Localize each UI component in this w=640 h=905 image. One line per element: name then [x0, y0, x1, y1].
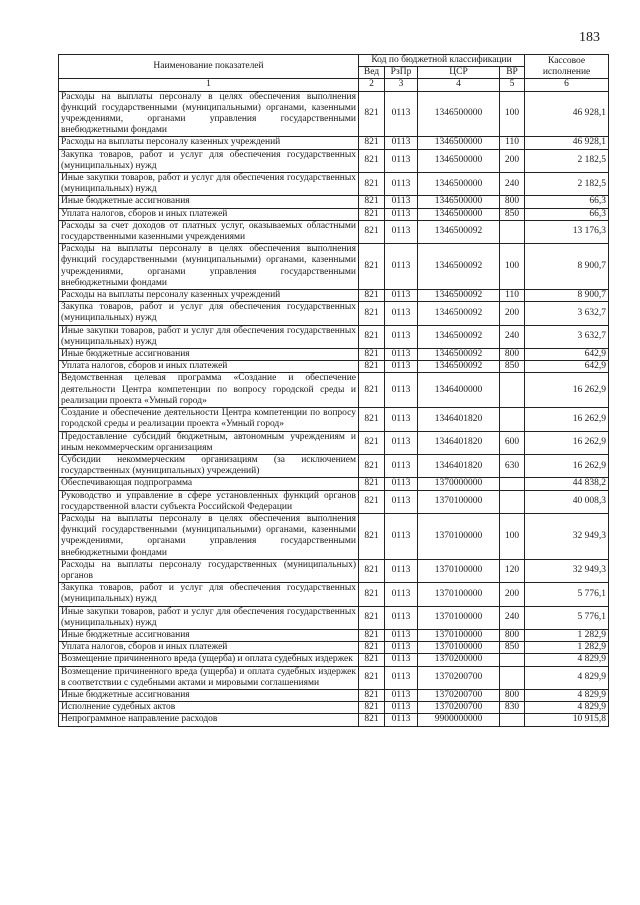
row-vr: 600: [500, 431, 525, 454]
row-vr: 800: [500, 689, 525, 701]
row-name: Возмещение причиненного вреда (ущерба) и оплата судебных издержек: [59, 654, 359, 666]
row-csr: 1346500000: [418, 196, 500, 208]
row-rzpr: 0113: [385, 642, 418, 654]
row-rzpr: 0113: [385, 361, 418, 373]
row-ved: 821: [359, 490, 385, 513]
row-amount: 1 282,9: [525, 629, 609, 641]
row-vr: 630: [500, 454, 525, 477]
row-ved: 821: [359, 629, 385, 641]
row-vr: [500, 408, 525, 431]
row-csr: 1346500092: [418, 361, 500, 373]
table-row: [59, 290, 609, 302]
row-vr: [500, 220, 525, 243]
header-code-group: Код по бюджетной классификации: [359, 55, 525, 67]
column-number: 6: [525, 79, 609, 91]
row-vr: 830: [500, 702, 525, 714]
row-ved: 821: [359, 454, 385, 477]
row-csr: 1346401820: [418, 431, 500, 454]
row-ved: 821: [359, 642, 385, 654]
row-csr: 1346500000: [418, 208, 500, 220]
row-name: Иные бюджетные ассигнования: [59, 349, 359, 361]
row-rzpr: 0113: [385, 606, 418, 629]
row-csr: 1346500092: [418, 325, 500, 348]
row-vr: 100: [500, 513, 525, 559]
table-row: [59, 454, 609, 477]
row-name: Иные бюджетные ассигнования: [59, 629, 359, 641]
row-ved: 821: [359, 654, 385, 666]
row-name: Субсидии некоммерческим организациям (за исключением государственных (муниципальных) учреждений): [59, 454, 359, 477]
row-csr: 1370100000: [418, 629, 500, 641]
row-amount: 5 776,1: [525, 606, 609, 629]
row-rzpr: 0113: [385, 220, 418, 243]
row-ved: 821: [359, 208, 385, 220]
row-name: Исполнение судебных актов: [59, 702, 359, 714]
row-rzpr: 0113: [385, 349, 418, 361]
header-rzpr: РзПр: [385, 67, 418, 79]
row-ved: 821: [359, 714, 385, 726]
row-csr: 1370200000: [418, 654, 500, 666]
row-ved: 821: [359, 559, 385, 582]
row-name: Руководство и управление в сфере установленных функций органов государственной власти субъекта Российской Федерации: [59, 490, 359, 513]
table-row: [59, 244, 609, 290]
table-row: [59, 173, 609, 196]
table-row: [59, 91, 609, 137]
table-row: [59, 666, 609, 689]
row-rzpr: 0113: [385, 431, 418, 454]
row-name: Закупка товаров, работ и услуг для обеспечения государственных (муниципальных) нужд: [59, 583, 359, 606]
row-name: Иные бюджетные ассигнования: [59, 689, 359, 701]
table-row: [59, 559, 609, 582]
row-ved: 821: [359, 220, 385, 243]
row-rzpr: 0113: [385, 654, 418, 666]
row-csr: 1370100000: [418, 583, 500, 606]
row-csr: 1346500000: [418, 149, 500, 172]
row-name: Ведомственная целевая программа «Создание и обеспечение деятельности Центра компетенции по вопросу городской среды и реализации проекта «Умный город»: [59, 373, 359, 408]
row-amount: 40 008,3: [525, 490, 609, 513]
row-amount: 16 262,9: [525, 454, 609, 477]
row-amount: 16 262,9: [525, 431, 609, 454]
row-ved: 821: [359, 702, 385, 714]
row-rzpr: 0113: [385, 196, 418, 208]
row-amount: 1 282,9: [525, 642, 609, 654]
row-ved: 821: [359, 478, 385, 490]
row-name: Иные закупки товаров, работ и услуг для обеспечения государственных (муниципальных) нужд: [59, 173, 359, 196]
row-vr: 240: [500, 606, 525, 629]
row-name: Уплата налогов, сборов и иных платежей: [59, 361, 359, 373]
row-amount: 66,3: [525, 196, 609, 208]
row-vr: 110: [500, 290, 525, 302]
row-amount: 2 182,5: [525, 173, 609, 196]
table-row: [59, 373, 609, 408]
row-rzpr: 0113: [385, 490, 418, 513]
row-rzpr: 0113: [385, 513, 418, 559]
row-name: Создание и обеспечение деятельности Центра компетенции по вопросу городской среды и реализации проекта «Умный город»: [59, 408, 359, 431]
header-name: Наименование показателей: [59, 55, 359, 79]
column-number: 3: [385, 79, 418, 91]
column-number: 1: [59, 79, 359, 91]
row-rzpr: 0113: [385, 454, 418, 477]
row-name: Иные закупки товаров, работ и услуг для обеспечения государственных (муниципальных) нужд: [59, 606, 359, 629]
column-number: 2: [359, 79, 385, 91]
row-amount: 46 928,1: [525, 91, 609, 137]
row-rzpr: 0113: [385, 149, 418, 172]
row-rzpr: 0113: [385, 478, 418, 490]
row-amount: 66,3: [525, 208, 609, 220]
row-name: Расходы на выплаты персоналу государственных (муниципальных) органов: [59, 559, 359, 582]
row-vr: 850: [500, 642, 525, 654]
row-rzpr: 0113: [385, 408, 418, 431]
row-csr: 1346500000: [418, 137, 500, 149]
row-rzpr: 0113: [385, 325, 418, 348]
row-csr: 1370100000: [418, 559, 500, 582]
row-csr: 1370200700: [418, 666, 500, 689]
row-rzpr: 0113: [385, 137, 418, 149]
row-rzpr: 0113: [385, 629, 418, 641]
row-ved: 821: [359, 196, 385, 208]
row-vr: [500, 666, 525, 689]
table-row: [59, 302, 609, 325]
header-amount: Кассовое исполнение: [525, 55, 609, 79]
row-ved: 821: [359, 302, 385, 325]
row-ved: 821: [359, 137, 385, 149]
row-name: Расходы на выплаты персоналу в целях обеспечения выполнения функций государственными (муниципальными) органами, казенными учреждениями, органами управления государственными внебюджетными фондами: [59, 513, 359, 559]
row-amount: 32 949,3: [525, 559, 609, 582]
row-name: Обеспечивающая подпрограмма: [59, 478, 359, 490]
row-csr: 9900000000: [418, 714, 500, 726]
row-amount: 32 949,3: [525, 513, 609, 559]
row-csr: 1346401820: [418, 408, 500, 431]
row-name: Предоставление субсидий бюджетным, автономным учреждениям и иным некоммерческим организациям: [59, 431, 359, 454]
row-csr: 1370200700: [418, 702, 500, 714]
row-vr: 240: [500, 325, 525, 348]
row-csr: 1346500092: [418, 290, 500, 302]
row-name: Расходы на выплаты персоналу в целях обеспечения выполнения функций государственными (муниципальными) органами, казенными учреждениями, органами управления государственными внебюджетными фондами: [59, 91, 359, 137]
table-row: [59, 408, 609, 431]
column-number: 4: [418, 79, 500, 91]
row-ved: 821: [359, 91, 385, 137]
row-rzpr: 0113: [385, 373, 418, 408]
table-row: [59, 325, 609, 348]
table-row: [59, 361, 609, 373]
row-ved: 821: [359, 431, 385, 454]
row-csr: 1346401820: [418, 454, 500, 477]
row-amount: 4 829,9: [525, 702, 609, 714]
table-row: [59, 606, 609, 629]
row-vr: 850: [500, 361, 525, 373]
table-row: [59, 702, 609, 714]
row-rzpr: 0113: [385, 583, 418, 606]
row-csr: 1370100000: [418, 490, 500, 513]
row-vr: 800: [500, 629, 525, 641]
row-name: Возмещение причиненного вреда (ущерба) и оплата судебных издержек в соответствии с судебными актами и мировыми соглашениями: [59, 666, 359, 689]
row-ved: 821: [359, 689, 385, 701]
row-csr: 1346500000: [418, 91, 500, 137]
row-ved: 821: [359, 606, 385, 629]
row-vr: 800: [500, 349, 525, 361]
row-vr: 200: [500, 583, 525, 606]
table-row: [59, 137, 609, 149]
row-name: Иные закупки товаров, работ и услуг для обеспечения государственных (муниципальных) нужд: [59, 325, 359, 348]
row-name: Закупка товаров, работ и услуг для обеспечения государственных (муниципальных) нужд: [59, 302, 359, 325]
table-row: [59, 714, 609, 726]
row-vr: 110: [500, 137, 525, 149]
row-csr: 1346500092: [418, 220, 500, 243]
row-amount: 642,9: [525, 349, 609, 361]
page-number: 183: [579, 30, 600, 45]
row-ved: 821: [359, 583, 385, 606]
row-rzpr: 0113: [385, 559, 418, 582]
row-rzpr: 0113: [385, 302, 418, 325]
row-csr: 1346500092: [418, 349, 500, 361]
header-ved: Вед: [359, 67, 385, 79]
row-vr: 800: [500, 196, 525, 208]
row-name: Иные бюджетные ассигнования: [59, 196, 359, 208]
row-vr: 200: [500, 149, 525, 172]
row-ved: 821: [359, 513, 385, 559]
row-amount: 2 182,5: [525, 149, 609, 172]
row-rzpr: 0113: [385, 91, 418, 137]
table-row: [59, 642, 609, 654]
row-name: Расходы на выплаты персоналу в целях обеспечения выполнения функций государственными (муниципальными) органами, казенными учреждениями, органами управления государственными внебюджетными фондами: [59, 244, 359, 290]
row-ved: 821: [359, 408, 385, 431]
row-rzpr: 0113: [385, 714, 418, 726]
row-ved: 821: [359, 666, 385, 689]
row-rzpr: 0113: [385, 702, 418, 714]
row-amount: 16 262,9: [525, 408, 609, 431]
row-rzpr: 0113: [385, 208, 418, 220]
table-row: [59, 513, 609, 559]
row-rzpr: 0113: [385, 666, 418, 689]
row-csr: 1370100000: [418, 642, 500, 654]
row-name: Закупка товаров, работ и услуг для обеспечения государственных (муниципальных) нужд: [59, 149, 359, 172]
row-csr: 1370100000: [418, 513, 500, 559]
row-vr: [500, 714, 525, 726]
table-row: [59, 196, 609, 208]
row-csr: 1346500092: [418, 244, 500, 290]
row-vr: [500, 654, 525, 666]
row-name: Расходы на выплаты персоналу казенных учреждений: [59, 290, 359, 302]
row-csr: 1346400000: [418, 373, 500, 408]
row-csr: 1370100000: [418, 606, 500, 629]
table-row: [59, 208, 609, 220]
row-name: Уплата налогов, сборов и иных платежей: [59, 208, 359, 220]
table-row: [59, 149, 609, 172]
row-amount: 46 928,1: [525, 137, 609, 149]
row-csr: 1346500000: [418, 173, 500, 196]
row-vr: 100: [500, 244, 525, 290]
row-ved: 821: [359, 361, 385, 373]
table-row: [59, 629, 609, 641]
row-ved: 821: [359, 173, 385, 196]
row-ved: 821: [359, 325, 385, 348]
row-ved: 821: [359, 244, 385, 290]
row-amount: 4 829,9: [525, 654, 609, 666]
row-name: Уплата налогов, сборов и иных платежей: [59, 642, 359, 654]
row-name: Расходы за счет доходов от платных услуг, оказываемых областными государственными казенными учреждениями: [59, 220, 359, 243]
row-amount: 16 262,9: [525, 373, 609, 408]
row-vr: [500, 490, 525, 513]
row-vr: 200: [500, 302, 525, 325]
row-amount: 3 632,7: [525, 325, 609, 348]
row-name: Непрограммное направление расходов: [59, 714, 359, 726]
row-amount: 4 829,9: [525, 666, 609, 689]
row-vr: 120: [500, 559, 525, 582]
row-vr: 240: [500, 173, 525, 196]
row-amount: 642,9: [525, 361, 609, 373]
row-csr: 1370000000: [418, 478, 500, 490]
row-amount: 3 632,7: [525, 302, 609, 325]
table-row: [59, 583, 609, 606]
row-vr: 100: [500, 91, 525, 137]
table-row: [59, 431, 609, 454]
row-rzpr: 0113: [385, 689, 418, 701]
row-rzpr: 0113: [385, 290, 418, 302]
header-vr: ВР: [500, 67, 525, 79]
row-csr: 1346500092: [418, 302, 500, 325]
row-amount: 44 838,2: [525, 478, 609, 490]
table-row: [59, 689, 609, 701]
row-amount: 10 915,8: [525, 714, 609, 726]
row-name: Расходы на выплаты персоналу казенных учреждений: [59, 137, 359, 149]
row-rzpr: 0113: [385, 244, 418, 290]
row-ved: 821: [359, 349, 385, 361]
row-ved: 821: [359, 149, 385, 172]
row-ved: 821: [359, 290, 385, 302]
row-amount: 5 776,1: [525, 583, 609, 606]
row-ved: 821: [359, 373, 385, 408]
row-amount: 8 900,7: [525, 244, 609, 290]
row-amount: 4 829,9: [525, 689, 609, 701]
row-vr: 850: [500, 208, 525, 220]
row-vr: [500, 478, 525, 490]
budget-table: [58, 54, 609, 727]
table-row: [59, 349, 609, 361]
table-row: [59, 478, 609, 490]
row-rzpr: 0113: [385, 173, 418, 196]
row-amount: 8 900,7: [525, 290, 609, 302]
row-csr: 1370200700: [418, 689, 500, 701]
row-vr: [500, 373, 525, 408]
table-row: [59, 654, 609, 666]
column-number-row: [59, 79, 609, 91]
table-row: [59, 490, 609, 513]
row-amount: 13 176,3: [525, 220, 609, 243]
column-number: 5: [500, 79, 525, 91]
header-csr: ЦСР: [418, 67, 500, 79]
table-row: [59, 220, 609, 243]
